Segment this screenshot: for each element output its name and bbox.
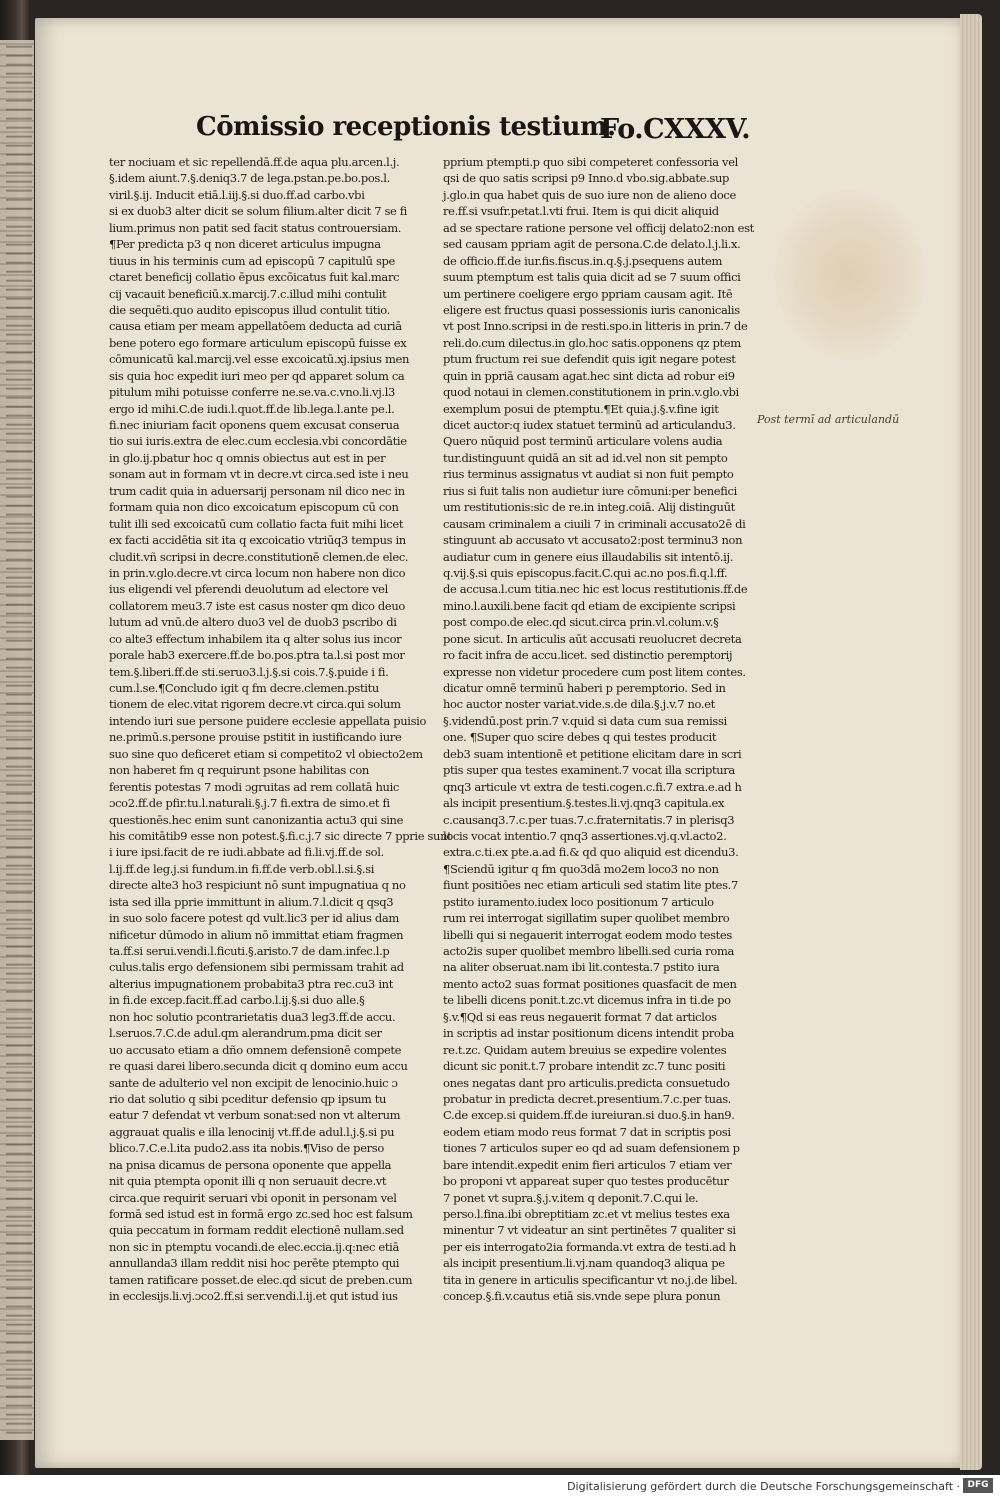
text-line: cōmunicatū kal.marcij.vel esse excoicatū.xj.ipsius men	[109, 352, 410, 367]
text-line: §.idem aiunt.7.§.deniq3.7 de lega.pstan.pe.bo.pos.l.	[109, 171, 390, 186]
text-line: ter nociuam et sic repellendā.ff.de aqua plu.arcen.l.j.	[109, 155, 400, 169]
text-line: ius eligendi vel pferendi deuolutum ad electore vel	[109, 582, 388, 597]
text-line: ex facti accidētia sit ita q excoicatio vtriūq3 tempus in	[109, 533, 406, 548]
text-line: l.seruos.7.C.de adul.qm alerandrum.pma dicit ser	[109, 1026, 382, 1041]
text-line: pone sicut. In articulis aūt accusati reuolucret decreta	[443, 631, 742, 646]
text-line: Quero nūquid post terminū articulare volens audia	[443, 434, 723, 449]
previous-page-text-edge	[6, 40, 32, 1440]
text-line: probatur in predicta decret.presentium.7.c.per tuas.	[443, 1091, 732, 1106]
text-line: acto2is super quolibet membro libelli.sed curia roma	[443, 944, 735, 958]
text-line: ta.ff.si serui.vendi.l.ficuti.§.aristo.7 de dam.infec.l.p	[109, 944, 390, 958]
text-line: um restitutionis:sic de re.in integ.coiā. Alij distinguūt	[443, 500, 735, 515]
text-line: quin in ppriā causam agat.hec sint dicta ad robur ei9	[443, 368, 735, 383]
water-stain	[775, 190, 925, 360]
text-line: ones negatas dant pro articulis.predicta consuetudo	[443, 1075, 730, 1090]
text-line: tita in genere in articulis specificantur vt no.j.de libel.	[443, 1272, 738, 1287]
text-line: i iure ipsi.facit de re iudi.abbate ad fi.li.vj.ff.de sol.	[109, 845, 384, 860]
text-line: expresse non videtur procedere cum post litem contes.	[443, 664, 746, 679]
text-line: l.ij.ff.de leg.j.si fundum.in fi.ff.de verb.obl.l.si.§.si	[109, 861, 375, 876]
text-line: viril.§.ij. Inducit etiā.l.iij.§.si duo.ff.ad carbo.vbi	[109, 187, 365, 202]
text-line: dicet auctor:q iudex statuet terminū ad articulandu3.	[443, 418, 736, 432]
text-line: reli.do.cum dilectus.in glo.hoc satis.opponens qz ptem	[443, 335, 741, 350]
text-line: porale hab3 exercere.ff.de bo.pos.ptra ta.l.si post mor	[109, 648, 405, 663]
text-line: formam quia non dico excoicatum episcopum cū con	[109, 500, 399, 515]
running-head: Cōmissio receptionis testium.	[196, 112, 616, 142]
text-line: qnq3 articule vt extra de testi.cogen.c.fi.7 extra.e.ad h	[443, 779, 742, 794]
text-line: tamen ratificare posset.de elec.qd sicut de preben.cum	[109, 1272, 413, 1287]
text-line: non sic in ptemptu vocandi.de elec.eccia.ij.q:nec etiā	[109, 1239, 399, 1254]
text-line: lium.primus non patit sed facit status controuersiam.	[109, 220, 402, 235]
text-line: perso.l.fina.ibi obreptitiam zc.et vt melius testes exa	[443, 1207, 730, 1221]
text-line: one. ¶Super quo scire debes q qui testes producit	[443, 730, 717, 745]
text-line: ne.primū.s.persone prouise pstitit in iustificando iure	[109, 730, 402, 745]
text-line: trum cadit quia in aduersarij personam nil dico nec in	[109, 483, 405, 498]
text-line: circa.que requirit seruari vbi oponit in personam vel	[109, 1190, 397, 1205]
text-line: quia peccatum in formam reddit electionē nullam.sed	[109, 1223, 404, 1238]
text-line: ferentis potestas 7 modi ɔgruitas ad rem collatā huic	[109, 779, 400, 794]
text-line: C.de excep.si quidem.ff.de iureiuran.si duo.§.in han9.	[443, 1108, 735, 1123]
text-line: annullanda3 illam reddit nisi hoc perēte ptempto qui	[109, 1256, 400, 1271]
text-line: rio dat solutio q sibi pceditur defensio qp ipsum tu	[109, 1091, 387, 1106]
text-line: in fi.de excep.facit.ff.ad carbo.l.ij.§.si duo alle.§	[109, 993, 365, 1008]
text-line: tulit illi sed excoicatū cum collatio facta fuit mihi licet	[109, 516, 404, 531]
text-line: ɔco2.ff.de pfir.tu.l.naturali.§.j.7 fi.extra de simo.et fi	[109, 796, 390, 811]
text-line: fi.nec iniuriam facit oponens quem excusat conserua	[109, 418, 400, 432]
text-line: ptum fructum rei sue defendit quis igit negare potest	[443, 352, 736, 367]
text-line: re quasi darei libero.secunda dicit q domino eum accu	[109, 1059, 408, 1074]
text-line: §.videndū.post prin.7 v.quid si data cum sua remissi	[443, 713, 727, 728]
text-line: na pnisa dicamus de persona oponente que appella	[109, 1157, 392, 1172]
text-line: um pertinere coeligere ergo ppriam causam agit. Itē	[443, 286, 733, 301]
text-line: als incipit presentium.§.testes.li.vj.qnq3 capitula.ex	[443, 796, 725, 811]
text-line: tiuus in his terminis cum ad episcopū 7 capitulū spe	[109, 253, 395, 268]
text-line: in prin.v.glo.decre.vt circa locum non habere non dico	[109, 565, 406, 580]
text-line: in scriptis ad instar positionum dicens intendit proba	[443, 1026, 735, 1041]
text-line: questionēs.hec enim sunt canonizantia actu3 qui sine	[109, 812, 404, 827]
text-line: non hoc solutio pcontrarietatis dua3 leg3.ff.de accu.	[109, 1009, 396, 1024]
text-line: uo accusato etiam a dño omnem defensionē compete	[109, 1042, 402, 1057]
text-line: in glo.ij.pbatur hoc q omnis obiectus aut est in per	[109, 450, 386, 465]
text-line: tur.distinguunt quidā an sit ad id.vel non sit pempto	[443, 450, 728, 465]
text-line: rum rei interrogat sigillatim super quolibet membro	[443, 911, 730, 926]
text-line: his comitātib9 esse non potest.§.fi.c.j.7 sic directe 7 pprie sunt	[109, 828, 452, 843]
text-line: de officio.ff.de iur.fis.fiscus.in.q.§.j.psequens autem	[443, 253, 723, 268]
text-line: ptis super qua testes examinent.7 vocat illa scriptura	[443, 763, 735, 778]
text-line: die sequēti.quo audito episcopus illud contulit titio.	[109, 302, 390, 317]
text-line: j.glo.in qua habet quis de suo iure non de alieno doce	[443, 187, 736, 202]
text-line: libelli qui si negauerit interrogat eodem modo testes	[443, 927, 732, 942]
text-line: causam criminalem a ciuili 7 in criminali accusato2ē di	[443, 516, 746, 531]
text-line: te libelli dicens ponit.t.zc.vt dicemus infra in ti.de po	[443, 993, 731, 1008]
text-line: cum.l.se.¶Concludo igit q fm decre.clemen.pstitu	[109, 681, 379, 695]
text-line: sonam aut in formam vt in decre.vt circa.sed iste i neu	[109, 467, 409, 482]
text-line: audiatur cum in genere eius illaudabilis sit intentō.ij.	[443, 549, 734, 564]
text-line: de accusa.l.cum titia.nec hic est locus restitutionis.ff.de	[443, 582, 748, 597]
text-line: directe alte3 ho3 respiciunt nō sunt impugnatiua q no	[109, 878, 406, 893]
text-line: bare intendit.expedit enim fieri articulos 7 etiam ver	[443, 1157, 732, 1172]
text-line: formā sed istud est in formā ergo zc.sed hoc est falsum	[109, 1207, 413, 1221]
text-line: rius terminus assignatus vt audiat si non fuit pempto	[443, 467, 734, 482]
text-line: eodem etiam modo reus format 7 dat in scriptis posi	[443, 1124, 731, 1139]
text-line: non haberet fm q requirunt psone habilitas con	[109, 763, 369, 778]
text-line: pprium ptempti.p quo sibi competeret confessoria vel	[443, 155, 738, 169]
text-line: tem.§.liberi.ff.de sti.seruo3.l.j.§.si cois.7.§.puide i fi.	[109, 664, 389, 679]
text-line: 7 ponet vt supra.§.j.v.item q deponit.7.C.qui le.	[443, 1190, 699, 1205]
text-line: sed causam ppriam agit de persona.C.de delato.l.j.li.x.	[443, 237, 741, 252]
text-line: ergo id mihi.C.de iudi.l.quot.ff.de lib.lega.l.ante pe.l.	[109, 401, 395, 416]
text-line: re.t.zc. Quidam autem breuius se expedire volentes	[443, 1042, 727, 1057]
text-line: §.v.¶Qd si eas reus negauerit format 7 dat articlos	[443, 1009, 717, 1024]
text-line: na aliter obseruat.nam ibi lit.contesta.7 pstito iura	[443, 960, 720, 975]
text-line: ¶Sciendū igitur q fm quo3dā mo2em loco3 no non	[443, 861, 719, 876]
right-text-column	[443, 154, 754, 1305]
text-line: rius si fuit talis non audietur iure cōmuni:per benefici	[443, 483, 737, 498]
text-line: re.ff.si vsufr.petat.l.vti frui. Item is qui dicit aliquid	[443, 204, 719, 219]
text-line: quod notaui in clemen.constitutionem in prin.v.glo.vbi	[443, 385, 739, 400]
text-line: stinguunt ab accusato vt accusato2:post terminu3 non	[443, 533, 743, 548]
text-line: tio sui iuris.extra de elec.cum ecclesia.vbi concordātie	[109, 434, 407, 449]
text-line: alterius impugnationem probabita3 ptra rec.cu3 int	[109, 976, 393, 991]
page-fore-edge	[960, 14, 982, 1470]
text-line: fiunt positiōes nec etiam articuli sed statim lite ptes.7	[443, 878, 738, 893]
text-line: tiones 7 articulos super eo qd ad suam defensionem p	[443, 1141, 740, 1156]
folio-number: Fo.CXXXV.	[600, 114, 751, 145]
text-line: bene potero ego formare articulum episcopū fuisse ex	[109, 335, 407, 350]
text-line: cludit.vñ scripsi in decre.constitutionē clemen.de elec.	[109, 549, 409, 564]
text-line: per eis interrogato2ia formanda.vt extra de testi.ad h	[443, 1239, 736, 1254]
text-line: co alte3 effectum inhabilem ita q alter solus ius incor	[109, 631, 402, 646]
text-line: collatorem meu3.7 iste est casus noster qm dico deuo	[109, 598, 405, 613]
text-line: nificetur dūmodo in alium nō immittat etiam fragmen	[109, 927, 404, 942]
text-line: vt post Inno.scripsi in de resti.spo.in litteris in prin.7 de	[443, 319, 748, 334]
handwritten-margin-note: Post termī ad articulandū	[757, 413, 900, 426]
text-line: sante de adulterio vel non excipit de lenocinio.huic ɔ	[109, 1075, 398, 1090]
funding-credit: Digitalisierung gefördert durch die Deutsche Forschungsgemeinschaft ·	[567, 1480, 960, 1493]
text-line: lutum ad vnū.de altero duo3 vel de duob3 pscribo di	[109, 615, 397, 630]
text-line: dicatur omnē terminū haberi p peremptorio. Sed in	[443, 681, 726, 695]
text-line: als incipit presentium.li.vj.nam quandoq3 aliqua pe	[443, 1256, 725, 1271]
text-line: in suo solo facere potest qd vult.lic3 per id alius dam	[109, 911, 399, 926]
text-line: mento acto2 suas format positiones quasfacit de men	[443, 976, 737, 991]
text-line: dicunt sic ponit.t.7 probare intendit zc.7 tunc positi	[443, 1059, 726, 1074]
text-line: culus.talis ergo defensionem sibi permissam trahit ad	[109, 960, 404, 975]
text-line: sis quia hoc expedit iuri meo per qd apparet solum ca	[109, 368, 405, 383]
text-line: c.causanq3.7.c.per tuas.7.c.fraternitatis.7 in plerisq3	[443, 812, 735, 827]
text-line: ro facit infra de accu.licet. sed distinctio peremptorij	[443, 648, 733, 663]
text-line: suo sine quo deficeret etiam si competito2 vl obiecto2em	[109, 746, 423, 761]
text-line: pstito iuramento.iudex loco positionum 7 articulo	[443, 894, 714, 909]
text-line: bo proponi vt appareat super quo testes producētur	[443, 1174, 729, 1189]
text-line: q.vij.§.si quis episcopus.facit.C.qui ac.no pos.fi.q.l.ff.	[443, 565, 728, 580]
text-line: causa etiam per meam appellatōem deducta ad curiā	[109, 319, 402, 334]
text-line: blico.7.C.e.l.ita pudo2.ass ita nobis.¶Viso de perso	[109, 1141, 384, 1156]
dfg-logo: DFG	[963, 1478, 993, 1493]
text-line: minentur 7 vt videatur an sint pertinētes 7 qualiter si	[443, 1223, 736, 1238]
text-line: suum ptemptum est talis quia dicit ad se 7 suum offici	[443, 270, 741, 285]
text-line: mino.l.auxili.bene facit qd etiam de excipiente scripsi	[443, 598, 736, 613]
text-line: qsi de quo satis scripsi p9 Inno.d vbo.sig.abbate.sup	[443, 171, 730, 186]
text-line: ¶Per predicta p3 q non diceret articulus impugna	[109, 237, 381, 252]
text-line: nit quia ptempta oponit illi q non seruauit decre.vt	[109, 1174, 387, 1189]
text-line: eligere est fructus quasi possessionis iuris canonicalis	[443, 302, 740, 317]
text-line: pitulum mihi potuisse conferre ne.se.va.c.vno.li.vj.l3	[109, 385, 396, 400]
text-line: locis vocat intentio.7 qnq3 assertiones.vj.q.vl.acto2.	[443, 828, 727, 843]
text-line: deb3 suam intentionē et petitione elicitam dare in scri	[443, 746, 742, 761]
text-line: exemplum posui de ptemptu.¶Et quia.j.§.v.fine igit	[443, 401, 719, 416]
text-line: in ecclesijs.li.vj.ɔco2.ff.si ser.vendi.l.ij.et qut istud ius	[109, 1289, 398, 1304]
text-line: concep.§.fi.v.cautus etiā sis.vnde sepe plura ponun	[443, 1289, 721, 1304]
text-line: extra.c.ti.ex pte.a.ad fi.& qd quo aliquid est dicendu3.	[443, 845, 739, 860]
text-line: eatur 7 defendat vt verbum sonat:sed non vt alterum	[109, 1108, 401, 1123]
text-line: aggrauat qualis e illa lenocinij vt.ff.de adul.l.j.§.si pu	[109, 1124, 395, 1139]
text-line: si ex duob3 alter dicit se solum filium.alter dicit 7 se fi	[109, 204, 408, 219]
text-line: ctaret beneficij collatio ēpus excōicatus fuit kal.marc	[109, 270, 400, 285]
text-line: post compo.de elec.qd sicut.circa prin.vl.colum.v.§	[443, 615, 719, 630]
left-text-column	[109, 154, 452, 1305]
text-line: tionem de elec.vitat rigorem decre.vt circa.qui solum	[109, 697, 401, 712]
text-line: ista sed illa pprie immittunt in alium.7.l.dicit q qsq3	[109, 894, 394, 909]
text-line: ad se spectare ratione persone vel officij delato2:non est	[443, 220, 754, 235]
text-line: intendo iuri sue persone puidere ecclesie appellata puisio	[109, 713, 427, 728]
text-line: hoc auctor noster variat.vide.s.de dila.§.j.v.7 no.et	[443, 697, 715, 712]
text-line: cij vacauit beneficiū.x.marcij.7.c.illud mihi contulit	[109, 286, 387, 301]
